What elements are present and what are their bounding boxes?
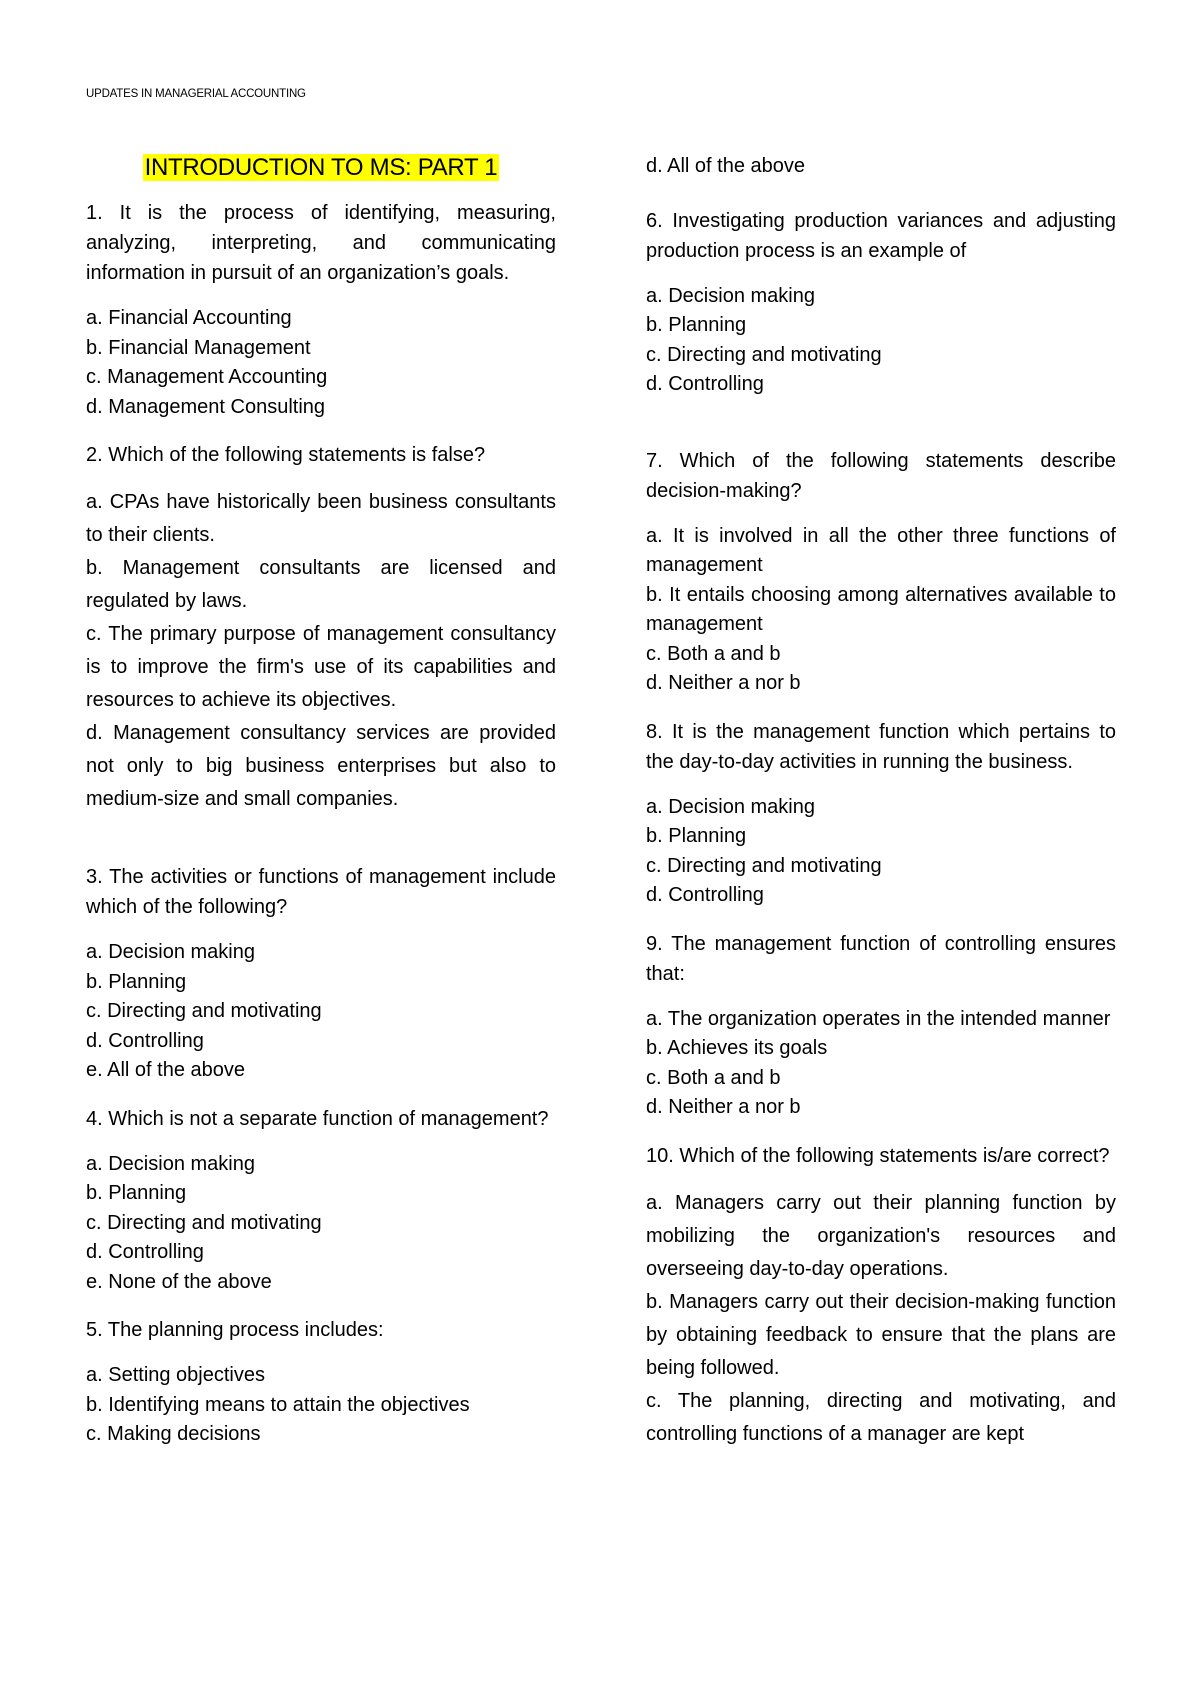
- option: b. Planning: [86, 1182, 187, 1204]
- question-5-options: [86, 1361, 556, 1450]
- option: d. Controlling: [646, 884, 764, 906]
- option: c. The planning, directing and motivating, and controlling functions of a manager are kept: [646, 1389, 1116, 1445]
- option: d. Controlling: [86, 1029, 204, 1052]
- option: a. The organization operates in the intended manner: [646, 1007, 1111, 1030]
- question-4-options: [86, 1150, 556, 1298]
- option: c. Both a and b: [646, 1066, 781, 1089]
- question-2-options: [86, 486, 556, 816]
- question-10: 10. Which of the following statements is/are correct?: [646, 1144, 1110, 1167]
- option: b. Identifying means to attain the objectives: [86, 1393, 470, 1416]
- option: a. Decision making: [86, 1152, 255, 1175]
- question-7: 7. Which of the following statements describe decision-making?: [646, 449, 1116, 502]
- option: d. Management consultancy services are provided not only to big business enterprises but also to medium-size and small companies.: [86, 722, 556, 810]
- option: b. Financial Management: [86, 336, 311, 359]
- question-9: 9. The management function of controlling ensures that:: [646, 932, 1116, 985]
- option: b. It entails choosing among alternatives available to management: [646, 583, 1116, 635]
- option: c. Directing and motivating: [646, 343, 882, 366]
- option: c. Management Accounting: [86, 366, 328, 388]
- option: d. All of the above: [646, 155, 806, 177]
- page-title: INTRODUCTION TO MS: PART 1: [144, 154, 498, 181]
- option: b. Planning: [646, 825, 747, 847]
- option: a. Decision making: [86, 941, 255, 963]
- question-9-options: [646, 1005, 1116, 1123]
- option: d. Controlling: [86, 1241, 204, 1263]
- option: c. Directing and motivating: [86, 1000, 322, 1022]
- question-4: 4. Which is not a separate function of management?: [86, 1107, 549, 1130]
- question-3: 3. The activities or functions of management include which of the following?: [86, 866, 556, 918]
- option: c. Directing and motivating: [86, 1211, 322, 1234]
- option: a. It is involved in all the other three functions of management: [646, 524, 1116, 576]
- option: d. Neither a nor b: [646, 672, 801, 694]
- option: b. Planning: [646, 314, 747, 336]
- option: c. The primary purpose of management consultancy is to improve the firm's use of its capabilities and resources to achieve its objectives.: [86, 623, 556, 711]
- question-3-options: [86, 938, 556, 1086]
- question-1: 1. It is the process of identifying, measuring, analyzing, interpreting, and communicating information in pursuit of an organization’s goals.: [86, 202, 556, 284]
- question-6: 6. Investigating production variances and adjusting production process is an example of: [646, 209, 1116, 262]
- question-10-options: [646, 1187, 1116, 1451]
- right-column: [646, 152, 1116, 1469]
- option: e. All of the above: [86, 1059, 246, 1081]
- option: a. Decision making: [646, 284, 815, 307]
- option: a. Financial Accounting: [86, 307, 292, 329]
- option: b. Achieves its goals: [646, 1037, 828, 1059]
- option: c. Directing and motivating: [646, 854, 882, 877]
- option: d. Management Consulting: [86, 395, 326, 418]
- question-1-options: [86, 304, 556, 422]
- question-6-options: [646, 282, 1116, 400]
- option: c. Both a and b: [646, 642, 781, 665]
- option: a. CPAs have historically been business consultants to their clients.: [86, 491, 556, 546]
- option: a. Managers carry out their planning function by mobilizing the organization's resources and overseeing day-to-day operations.: [646, 1191, 1116, 1280]
- question-2: 2. Which of the following statements is false?: [86, 444, 486, 466]
- option: b. Management consultants are licensed and regulated by laws.: [86, 557, 556, 612]
- option: c. Making decisions: [86, 1423, 261, 1445]
- question-8-options: [646, 793, 1116, 911]
- running-header: UPDATES IN MANAGERIAL ACCOUNTING: [86, 88, 306, 100]
- question-8: 8. It is the management function which pertains to the day-to-day activities in running the business.: [646, 720, 1116, 773]
- option: a. Decision making: [646, 795, 815, 818]
- option: d. Controlling: [646, 373, 764, 395]
- option: b. Managers carry out their decision-making function by obtaining feedback to ensure that the plans are being followed.: [646, 1290, 1116, 1379]
- question-5: 5. The planning process includes:: [86, 1319, 384, 1341]
- question-7-options: [646, 522, 1116, 699]
- option: e. None of the above: [86, 1270, 272, 1293]
- option: d. Neither a nor b: [646, 1096, 801, 1118]
- question-5-options-continued: [646, 152, 1116, 182]
- left-column: [86, 152, 556, 1468]
- option: b. Planning: [86, 970, 187, 993]
- option: a. Setting objectives: [86, 1364, 265, 1386]
